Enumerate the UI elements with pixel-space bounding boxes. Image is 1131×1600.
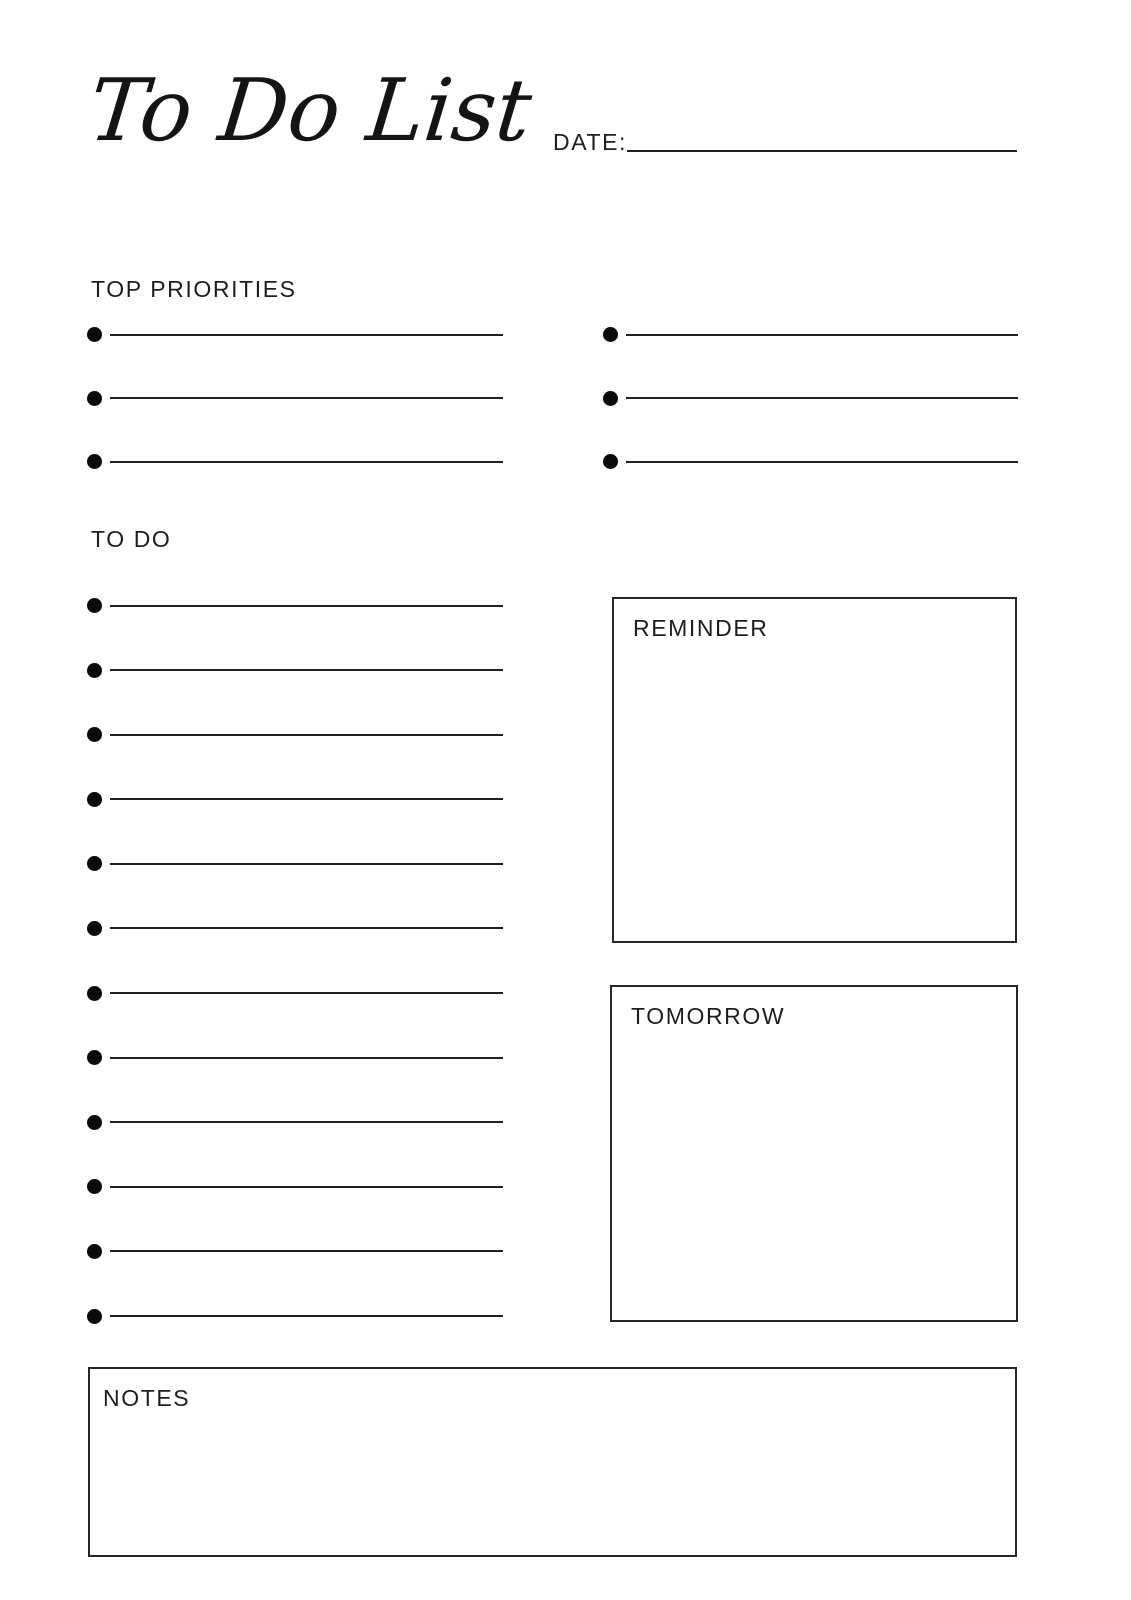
todo-row: [87, 986, 503, 1001]
todo-input-line[interactable]: [110, 1315, 503, 1317]
priority-row: [603, 327, 1018, 342]
todo-input-line[interactable]: [110, 734, 503, 736]
top-priorities-right-column: [603, 327, 1018, 469]
todo-row: [87, 663, 503, 678]
reminder-box[interactable]: [612, 597, 1017, 943]
tomorrow-box[interactable]: [610, 985, 1018, 1322]
bullet-icon: [87, 663, 102, 678]
bullet-icon: [87, 1115, 102, 1130]
todo-input-line[interactable]: [110, 927, 503, 929]
bullet-icon: [603, 391, 618, 406]
bullet-icon: [87, 1309, 102, 1324]
todo-input-line[interactable]: [110, 992, 503, 994]
todo-input-line[interactable]: [110, 798, 503, 800]
todo-input-line[interactable]: [110, 1121, 503, 1123]
bullet-icon: [87, 792, 102, 807]
priority-input-line[interactable]: [626, 334, 1018, 336]
bullet-icon: [87, 391, 102, 406]
bullet-icon: [87, 1244, 102, 1259]
bullet-icon: [87, 727, 102, 742]
bullet-icon: [87, 598, 102, 613]
priority-row: [87, 454, 503, 469]
todo-row: [87, 1115, 503, 1130]
todo-row: [87, 1309, 503, 1324]
todo-input-line[interactable]: [110, 863, 503, 865]
todo-row: [87, 1244, 503, 1259]
notes-heading: NOTES: [103, 1385, 191, 1411]
priority-row: [87, 327, 503, 342]
priority-row: [603, 391, 1018, 406]
bullet-icon: [87, 1179, 102, 1194]
todo-input-line[interactable]: [110, 1186, 503, 1188]
priority-input-line[interactable]: [626, 397, 1018, 399]
bullet-icon: [603, 454, 618, 469]
reminder-heading: REMINDER: [633, 615, 769, 641]
page-title: To Do List: [84, 61, 537, 161]
priority-input-line[interactable]: [110, 397, 503, 399]
notes-box[interactable]: [88, 1367, 1017, 1557]
todo-input-line[interactable]: [110, 669, 503, 671]
todo-row: [87, 1179, 503, 1194]
bullet-icon: [87, 454, 102, 469]
bullet-icon: [87, 986, 102, 1001]
priority-row: [87, 391, 503, 406]
priority-input-line[interactable]: [110, 334, 503, 336]
todo-row: [87, 792, 503, 807]
priority-input-line[interactable]: [626, 461, 1018, 463]
bullet-icon: [87, 327, 102, 342]
date-input-line[interactable]: [627, 150, 1017, 152]
todo-row: [87, 921, 503, 936]
todo-row: [87, 1050, 503, 1065]
todo-list: [87, 598, 503, 1324]
bullet-icon: [87, 1050, 102, 1065]
todo-row: [87, 856, 503, 871]
todo-heading: TO DO: [91, 526, 172, 552]
todo-row: [87, 727, 503, 742]
tomorrow-heading: TOMORROW: [631, 1003, 786, 1029]
bullet-icon: [87, 856, 102, 871]
priority-row: [603, 454, 1018, 469]
todo-row: [87, 598, 503, 613]
bullet-icon: [87, 921, 102, 936]
todo-input-line[interactable]: [110, 1057, 503, 1059]
date-label: DATE:: [553, 129, 628, 155]
top-priorities-left-column: [87, 327, 503, 469]
todo-input-line[interactable]: [110, 1250, 503, 1252]
bullet-icon: [603, 327, 618, 342]
priority-input-line[interactable]: [110, 461, 503, 463]
top-priorities-heading: TOP PRIORITIES: [91, 276, 297, 302]
todo-input-line[interactable]: [110, 605, 503, 607]
